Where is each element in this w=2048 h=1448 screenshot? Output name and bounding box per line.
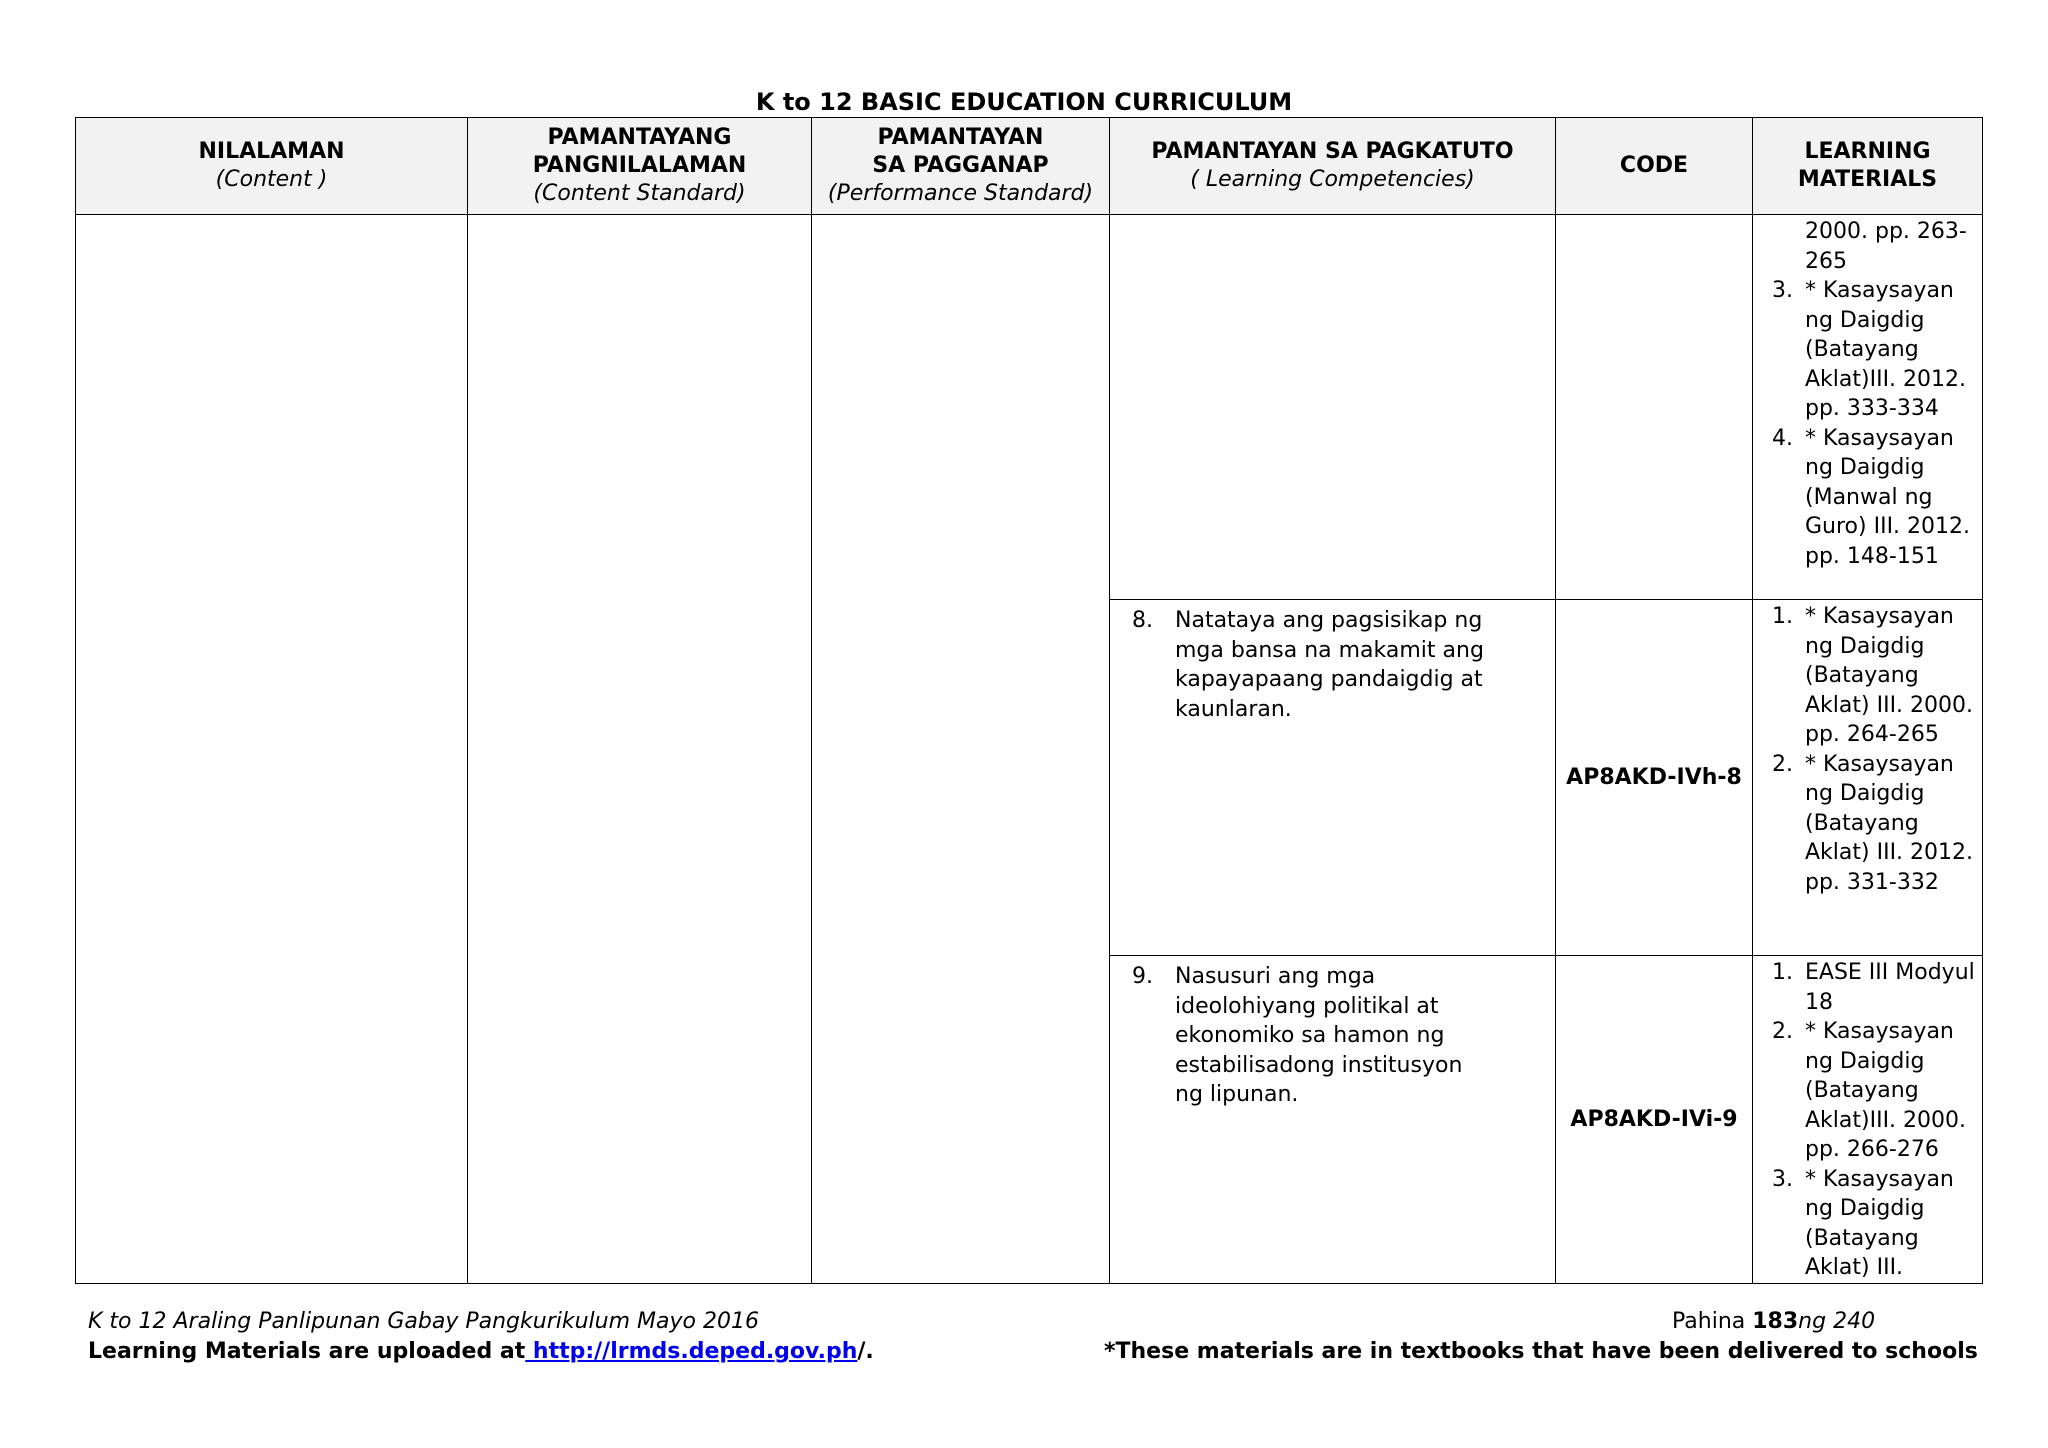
performance-standard-cell [812, 215, 1110, 1284]
header-learning-competencies [1110, 118, 1556, 215]
list-item [1753, 750, 1982, 898]
material-text: * Kasaysayan ng Daigdig (Batayang Aklat) III. 2012. pp. 331-332 [1805, 751, 1974, 895]
content-standard-cell [468, 215, 812, 1284]
material-text: * Kasaysayan ng Daigdig (Batayang Aklat)III. 2012. pp. 333-334 [1805, 278, 1967, 421]
document-title: K to 12 BASIC EDUCATION CURRICULUM [755, 88, 1293, 116]
code-cell [1556, 956, 1753, 1284]
list-item [1753, 958, 1982, 1017]
material-continued-text: 2000. pp. 263-265 [1805, 219, 1967, 274]
header-label: CODE [1619, 153, 1689, 178]
list-number: 1. [1772, 604, 1793, 629]
competency-text: Nasusuri ang mga ideolohiyang politikal at ekonomiko sa hamon ng estabilisadong institusyon ng lipunan. [1175, 964, 1463, 1107]
list-number: 4. [1772, 425, 1793, 451]
page-prefix: Pahina [1672, 1309, 1753, 1334]
curriculum-table [75, 117, 1983, 1284]
list-item [1753, 602, 1982, 750]
table-row [76, 215, 1983, 600]
footer-upload-line [88, 1338, 874, 1366]
header-label: NILALAMAN [198, 139, 345, 164]
materials-cell [1753, 956, 1983, 1284]
material-text: EASE III Modyul 18 [1805, 960, 1975, 1015]
material-text: * Kasaysayan ng Daigdig (Batayang Aklat)III. 2000. pp. 266-276 [1805, 1019, 1967, 1162]
table-header-row [76, 118, 1983, 215]
header-content [76, 118, 468, 215]
header-sublabel: ( Learning Competencies) [1190, 167, 1475, 192]
list-number: 3. [1772, 1166, 1793, 1192]
list-number: 2. [1772, 751, 1793, 777]
material-text: * Kasaysayan ng Daigdig (Batayang Aklat) III. 2000. pp. 264-265 [1805, 604, 1974, 747]
header-learning-materials [1753, 118, 1983, 215]
header-content-standard [468, 118, 812, 215]
materials-cell [1753, 215, 1983, 600]
competency-number: 9. [1132, 964, 1153, 989]
list-item [1753, 1165, 1982, 1283]
competency-text: Natataya ang pagsisikap ng mga bansa na makamit ang kapayapaang pandaigdig at kaunlaran. [1175, 608, 1484, 722]
competency-code: AP8AKD-IVi-9 [1570, 1106, 1738, 1132]
list-item [1753, 1017, 1982, 1165]
header-performance-standard [812, 118, 1110, 215]
header-sublabel: (Performance Standard) [827, 181, 1094, 206]
lrmds-link[interactable]: http://lrmds.deped.gov.ph [525, 1339, 858, 1364]
header-label: PAMANTAYAN SA PAGGANAP [872, 125, 1049, 178]
footer-subject: K to 12 Araling Panlipunan Gabay Pangkurikulum Mayo 2016 [88, 1309, 759, 1334]
list-number: 2. [1772, 1019, 1793, 1044]
competency-cell [1110, 215, 1556, 600]
material-text: * Kasaysayan ng Daigdig (Batayang Aklat) III. [1805, 1166, 1954, 1280]
competency-number: 8. [1132, 608, 1153, 633]
page-number: 183 [1752, 1309, 1799, 1334]
upload-text: Learning Materials are uploaded at [88, 1339, 526, 1364]
content-cell [76, 215, 468, 1284]
header-label: PAMANTAYAN SA PAGKATUTO [1151, 139, 1514, 164]
header-sublabel: (Content Standard) [533, 181, 746, 206]
materials-cell [1753, 600, 1983, 956]
list-number: 1. [1772, 960, 1793, 985]
page-suffix: ng 240 [1798, 1309, 1876, 1334]
material-text: * Kasaysayan ng Daigdig (Manwal ng Guro) III. 2012. pp. 148-151 [1805, 425, 1971, 569]
code-cell [1556, 215, 1753, 600]
header-sublabel: (Content ) [215, 167, 328, 192]
header-label: PAMANTAYANG PANGNILALAMAN [532, 125, 747, 178]
upload-end: /. [857, 1339, 874, 1364]
footer-note: *These materials are in textbooks that have been delivered to schools [1104, 1339, 1978, 1364]
list-item [1753, 424, 1982, 572]
competency-cell [1110, 600, 1556, 956]
code-cell [1556, 600, 1753, 956]
footer-page-number [1672, 1308, 1875, 1336]
competency-cell [1110, 956, 1556, 1284]
header-code [1556, 118, 1753, 215]
competency-code: AP8AKD-IVh-8 [1566, 764, 1742, 790]
list-item [1753, 276, 1982, 424]
header-label: LEARNING MATERIALS [1797, 139, 1938, 192]
list-number: 3. [1772, 278, 1793, 303]
